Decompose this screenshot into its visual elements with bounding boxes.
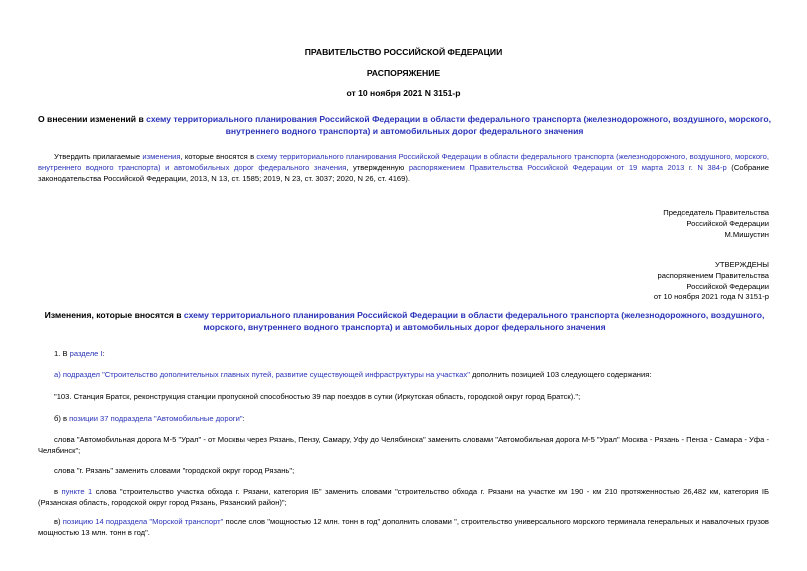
scheme-link[interactable]: схему территориального планирования Российской Федерации в области федерального транспорта (железнодорожного, воздушного, морского, внутреннего водного транспорта) и автомобильных дорог федерального значения [146,114,772,137]
signatory-title-2: Российской Федерации [686,218,769,228]
scheme-link-2[interactable]: схему территориального планирования Российской Федерации в области федерального транспорта (железнодорожного, воздушного, морского, внутреннего водного транспорта) и автомобильных дорог федерального значения [38,152,769,172]
approved-gov: Российской Федерации [686,281,769,291]
point-1-link[interactable]: пункте 1 [61,487,93,496]
changes-link[interactable]: изменения [142,152,181,161]
subsection-link[interactable]: а) подраздел "Строительство дополнительных главных путей, развитие существующей инфраструктуры на участках" [54,370,470,379]
document-title: О внесении изменений в схему территориального планирования Российской Федерации в области федерального транспорта (железнодорожного, воздушного, морского, внутреннего водного транспорта) и автомобильных дорог федерального значения [37,114,772,137]
approval-stamp [469,260,769,303]
changes-scheme-link[interactable]: схему территориального планирования Российской Федерации в области федерального транспорта (железнодорожного, воздушного, морского, внутреннего водного транспорта) и автомобильных дорог федерального значения [183,310,765,333]
signatory-name: М.Мишустин [724,229,769,239]
item-1: 1. В разделе I: [54,349,105,358]
position-37-link[interactable]: позиции 37 подраздела "Автомобильные дороги" [69,414,243,423]
approval-paragraph: Утвердить прилагаемые изменения, которые вносятся в схему территориального планирования Российской Федерации в области федерального транспорта (железнодорожного, воздушного, морского, внутреннего водного транспорта) и автомобильных дорог федерального значения, утвержденную распоряжением Правительства Российской Федерации от 19 марта 2013 г. N 384-р (Собрание законодательства Российской Федерации, 2013, N 13, ст. 1585; 2019, N 23, ст. 3037; 2020, N 26, ст. 4169). [38,152,769,183]
signatory-title-1: Председатель Правительства [663,208,769,217]
item-road-m5: слова "Автомобильная дорога М-5 "Урал" - от Москвы через Рязань, Пензу, Самару, Уфу до Челябинска" заменить словами "Автомобильная дорога М-5 "Урал" Москва - Рязань - Пенза - Самара - Уфа - Челябинск"; [38,435,769,455]
document-type: РАСПОРЯЖЕНИЕ [366,68,441,78]
section-1-link[interactable]: разделе I [69,349,103,358]
position-14-link[interactable]: позицию 14 подраздела "Морской транспорт" [62,517,224,526]
approved-by: распоряжением Правительства [657,270,769,280]
approved-label: УТВЕРЖДЕНЫ [715,260,769,269]
document-date-number: от 10 ноября 2021 N 3151-р [346,88,461,98]
approved-date: от 10 ноября 2021 года N 3151-р [653,292,769,302]
item-103: "103. Станция Братск, реконструкция станции пропускной способностью 39 пар поездов в сутки (Иркутская область, городской округ город Братск)."; [54,392,581,401]
changes-heading: Изменения, которые вносятся в схему территориального планирования Российской Федерации в области федерального транспорта (железнодорожного, воздушного, морского, внутреннего водного транспорта) и автомобильных дорог федерального значения [44,310,765,333]
item-v: в) позицию 14 подраздела "Морской транспорт" после слов "мощностью 12 млн. тонн в год" дополнить словами ", строительство универсального морского терминала генеральных и навалочных грузов мощностью 13 млн. тонн в год". [38,517,769,537]
item-b: б) в позиции 37 подраздела "Автомобильные дороги": [54,414,245,423]
item-point-1: в пункте 1 слова "строительство участка обхода г. Рязани, категория IБ" заменить словами "строительство обхода г. Рязани на участке км 190 - км 210 протяженностью 26,482 км, категория IБ (Рязанская область, городской округ город Рязань, Рязанский район)"; [38,487,769,507]
order-384-link[interactable]: распоряжением Правительства Российской Федерации от 19 марта 2013 г. N 384-р [408,162,727,172]
item-a: а) подраздел "Строительство дополнительных главных путей, развитие существующей инфраструктуры на участках" дополнить позицией 103 следующего содержания: [54,370,652,379]
government-heading: ПРАВИТЕЛЬСТВО РОССИЙСКОЙ ФЕДЕРАЦИИ [304,47,503,57]
item-ryazan: слова "г. Рязань" заменить словами "городской округ город Рязань"; [54,466,295,475]
signature-block [469,208,769,240]
